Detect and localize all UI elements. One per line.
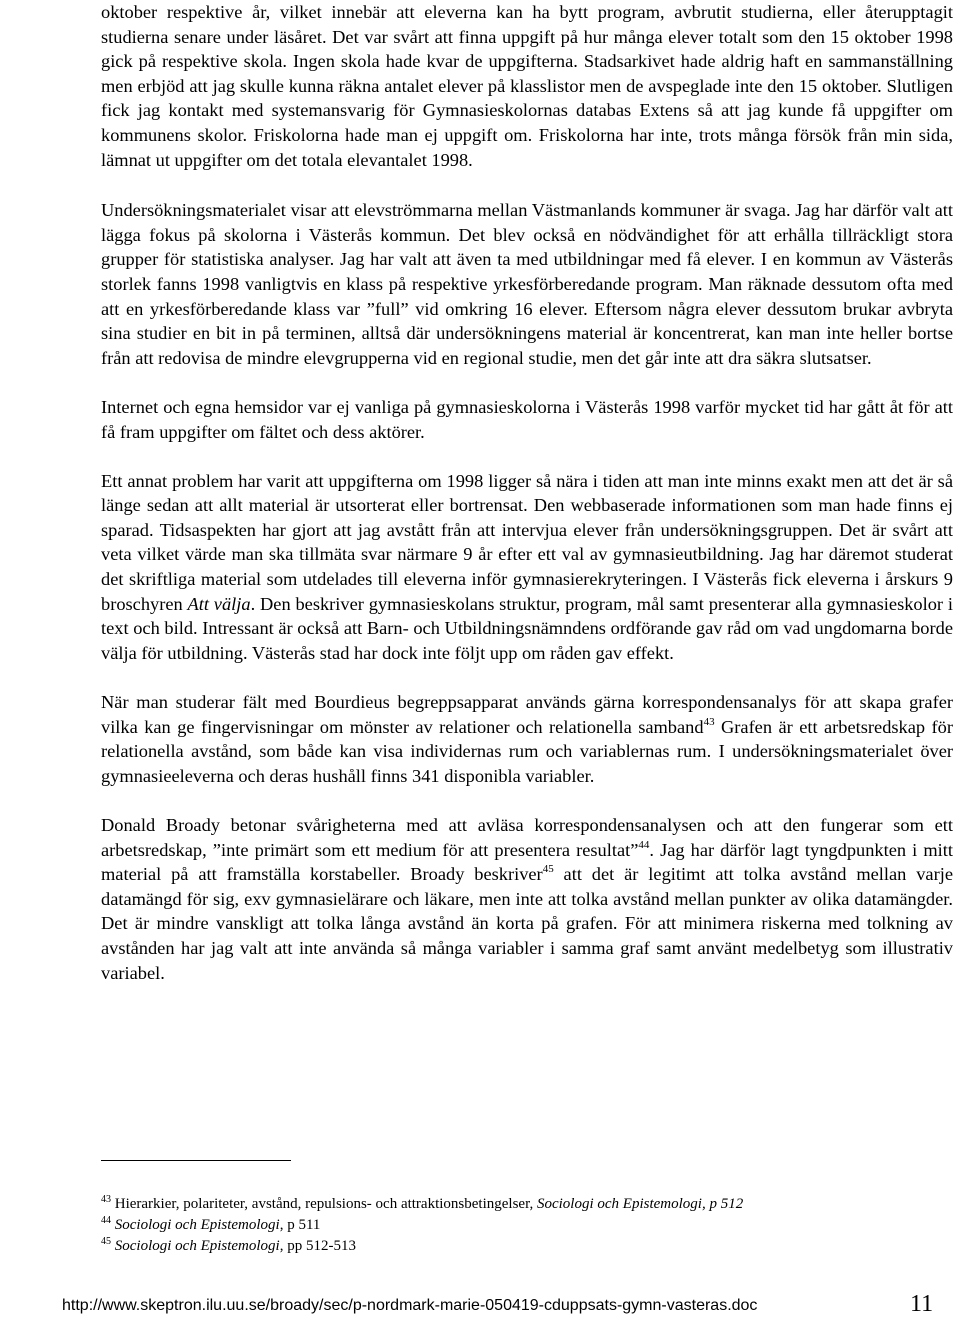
text-run: oktober respektive år, vilket innebär att eleverna kan ha bytt program, avbrutit studierna, eller återupptagit studierna senare under läsåret. Det var svårt att finna uppgift på hur många elever totalt som den 15 oktober 1998 gick på respektive skola. Ingen skola hade kvar de uppgifterna. Stadsarkivet hade aldrig haft en sammanställning men erbjöd att jag skulle kunna räkna antalet elever på klasslistor men de avspeglade inte den 15 oktober. Slutligen fick jag kontakt med systemansvarig för Gymnasieskolornas databas Extens så att jag kunde få uppgifter om kommunens skolor. Friskolorna hade man ej uppgift om. Friskolorna har inte, trots många försök från min sida, lämnat ut uppgifter om det totala elevantalet 1998.	[101, 2, 953, 170]
text-run: , p 511	[279, 1217, 321, 1233]
footnotes	[101, 1194, 941, 1257]
footnote-number: 44	[101, 1215, 111, 1226]
footnote-reference: 45	[542, 863, 554, 876]
body-text	[101, 0, 953, 1010]
italic-text: Sociologi och Epistemologi, p 512	[536, 1196, 744, 1212]
footnote	[101, 1194, 941, 1215]
paragraph	[101, 395, 953, 444]
text-run: . Jag har därför lagt tyngdpunkten i mitt material på att framställa korstabeller. Broady beskriver	[101, 839, 953, 885]
footnote-number: 45	[101, 1236, 111, 1247]
text-run: När man studerar fält med Bourdieus begreppsapparat används gärna korrespondensanalys för att skapa grafer vilka kan ge fingervisningar om mönster av relationer och relationella samband	[101, 692, 953, 737]
footnote-number: 43	[101, 1194, 111, 1205]
footnote-reference: 43	[703, 715, 715, 728]
italic-text: Sociologi och Epistemologi	[114, 1238, 280, 1254]
text-run: Grafen är ett arbetsredskap för relationella avstånd, som både kan visa individernas rum och variablernas rum. I undersökningsmaterialet över gymnasieeleverna och deras hushåll finns 341 disponibla variabler.	[101, 716, 953, 786]
text-run: att det är legitimt att tolka avstånd mellan varje datamängd för sig, exv gymnasielärare och läkare, men inte att tolka avstånd mellan punkter av olika datamängder. Det är mindre vanskligt att tolka långa avstånd än korta på grafen. För att minimera riskerna med tolkning av avstånden har jag valt att inte använda så många variabler i samma graf samt använt medelbetyg som illustrativ variabel.	[101, 864, 953, 983]
paragraph	[101, 469, 953, 666]
paragraph	[101, 198, 953, 370]
page-number: 11	[910, 1291, 934, 1317]
text-run: Hierarkier, polariteter, avstånd, repulsions- och attraktionsbetingelser,	[111, 1196, 537, 1212]
footnote-separator	[101, 1160, 291, 1161]
footnote	[101, 1236, 941, 1257]
italic-text: Att välja	[187, 593, 251, 614]
text-run: Donald Broady betonar svårigheterna med att avläsa korrespondensanalysen och att den fungerar som ett arbetsredskap, ”inte primärt som ett medium för att presentera resultat”	[101, 815, 953, 860]
paragraph	[101, 813, 953, 985]
footnote-reference: 44	[638, 838, 650, 851]
text-run: . Den beskriver gymnasieskolans struktur, program, mål samt presenterar alla gymnasieskolor i text och bild. Intressant är också att Barn- och Utbildningsnämndens ordförande gav råd om vad ungdomarna borde välja för utbildning. Västerås stad har dock inte följt upp om råden gav effekt.	[101, 593, 953, 663]
text-run: , pp 512-513	[279, 1238, 356, 1254]
footer-url: http://www.skeptron.ilu.uu.se/broady/sec/p-nordmark-marie-050419-cduppsats-gymn-vasteras.doc	[62, 1297, 758, 1314]
text-run: Undersökningsmaterialet visar att elevströmmarna mellan Västmanlands kommuner är svaga. Jag har därför valt att lägga fokus på skolorna i Västerås kommun. Det blev också en nödvändighet för att erhålla tillräckligt stora grupper för statistiska analyser. Jag har valt att även ta med utbildningar med få elever. I en kommun av Västerås storlek fanns 1998 vanligtvis en klass på respektive yrkesförberedande program. Man räknade dessutom ofta med att en yrkesförberedande klass var ”full” vid omkring 16 elever. Eftersom några elever dessutom brukar avbryta sina studier en bit in på terminen, alltså där undersökningens material är koncentrerat, kan man inte heller bortse från att redovisa de mindre elevgrupperna vid en regional studie, men det går inte att dra säkra slutsatser.	[101, 200, 953, 368]
paragraph	[101, 690, 953, 788]
text-run: Ett annat problem har varit att uppgifterna om 1998 ligger så nära i tiden att man inte minns exakt men att det är så länge sedan att allt material är utsorterat eller bortrensat. Den webbaserade informationen som man hade finns ej sparad. Tidsaspekten har gjort att jag avstått från att intervjua elever från undersökningsgruppen. Det är svårt att veta vilket värde man ska tillmäta svar närmare 9 år efter ett val av gymnasieutbildning. Jag har däremot studerat det skriftliga material som utdelades till eleverna inför gymnasierekryteringen. I Västerås fick eleverna i årskurs 9 broschyren	[101, 470, 953, 614]
footnote	[101, 1215, 941, 1236]
text-run: Internet och egna hemsidor var ej vanliga på gymnasieskolorna i Västerås 1998 varför mycket tid har gått åt för att få fram uppgifter om fältet och dess aktörer.	[101, 396, 953, 442]
italic-text: Sociologi och Epistemologi	[114, 1217, 280, 1233]
paragraph	[101, 0, 953, 172]
